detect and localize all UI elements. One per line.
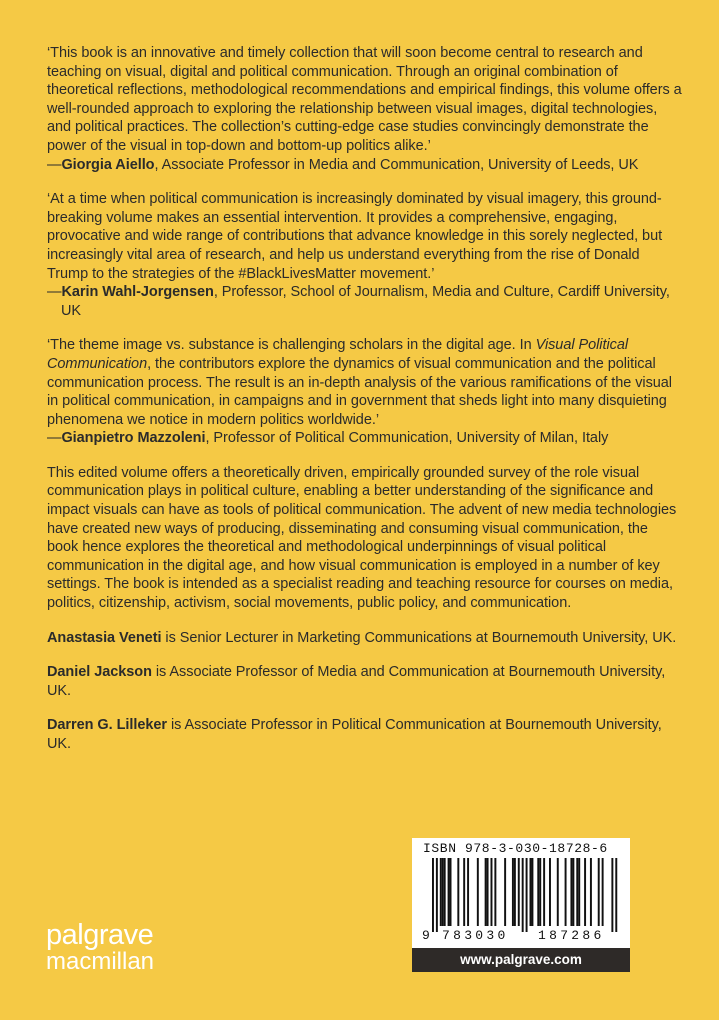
book-title-italic: Visual Political Communication [47,337,629,372]
endorser-affiliation: , Professor, School of Journalism, Media and Culture, Cardiff University, UK [61,284,670,319]
quote-text: , the contributors explore the dynamics of visual communication and the political communication process. The result is an in-depth analysis of the various ramifications of the visual in political communication, in campaigns and in government that sheds light into many disquieting phenomena we notice in modern politics worldwide.’ [47,355,672,428]
barcode-bar [572,858,574,926]
attribution-dash: — [47,430,62,447]
barcode-bar [440,858,442,926]
barcode-bar [578,858,580,926]
barcode-bar [436,858,438,932]
editor-bio-2 [47,663,683,700]
barcode-bar [522,858,524,932]
editor-bio-text: is Senior Lecturer in Marketing Communications at Bournemouth University, UK. [161,629,677,646]
barcode-bar [467,858,469,926]
barcode-digits-right: 187286 [538,928,605,943]
editor-name: Daniel Jackson [47,664,152,681]
isbn-barcode [412,838,630,948]
endorsement-attribution [47,156,683,175]
editor-bio-text: is Associate Professor in Political Communication at Bournemouth University, UK. [47,717,662,752]
attribution-dash: — [47,156,62,173]
attribution-dash: — [47,284,62,301]
barcode-bar [615,858,617,932]
publisher-website[interactable]: www.palgrave.com [412,948,630,972]
barcode-bar [450,858,452,926]
endorser-affiliation: , Professor of Political Communication, University of Milan, Italy [205,430,609,447]
endorsement-2 [47,190,683,320]
barcode-bar [432,858,434,932]
barcode-bar [457,858,459,926]
endorser-name: Gianpietro Mazzoleni [61,430,206,447]
barcode-bar [491,858,493,926]
barcode-digit-first: 9 [422,928,430,943]
barcode-bar [448,858,450,926]
endorser-name: Giorgia Aiello [61,156,155,173]
barcode-bar [590,858,592,926]
barcode-bar [537,858,539,926]
endorsement-1 [47,44,683,174]
barcode-bar [557,858,559,926]
barcode-bar [543,858,545,926]
isbn-label: ISBN 978-3-030-18728-6 [423,841,608,856]
barcode-bar [477,858,479,926]
barcode-bar [487,858,489,926]
barcode-bar [611,858,613,932]
barcode-bar [576,858,578,926]
editor-bio-3 [47,716,683,753]
barcode-bar [602,858,604,926]
endorsement-attribution [47,429,683,448]
book-description: This edited volume offers a theoretically driven, empirically grounded survey of the role visual communication plays in political culture, enabling a better understanding of the significance and impact visuals can have as tools of political communication. The advent of new media technologies have created new ways of producing, disseminating and consuming visual communication, the book hence explores the theoretical and methodological underpinnings of visual political communication in the digital age, and how visual communication is employed in a number of key settings. The book is intended as a specialist reading and teaching resource for courses on media, politics, citizenship, activism, social movements, public policy, and communication. [47,464,677,612]
barcode-bar [504,858,506,926]
editor-bio-text: is Associate Professor of Media and Communication at Bournemouth University, UK. [47,664,666,699]
editor-name: Anastasia Veneti [47,629,162,646]
endorsement-quote: ‘At a time when political communication is increasingly dominated by visual imagery, this ground-breaking volume makes an essential intervention. It provides a comprehensive, engaging, provocative and wide range of contributions that advance knowledge in this sorely neglected, but increasingly vital area of research, and help us understand everything from the rise of Donald Trump to the strategies of the #BlackLivesMatter movement.’ [47,191,663,282]
barcode-bar [526,858,528,932]
quote-text: ‘The theme image vs. substance is challenging scholars in the digital age. In [47,337,536,354]
barcode-bar [485,858,487,926]
endorsement-quote: ‘This book is an innovative and timely collection that will soon become central to research and teaching on visual, digital and political communication. Through an original combination of theoretical reflections, methodological recommendations and empirical findings, this volume offers a well-rounded approach to exploring the relationship between visual images, digital technologies, and political practices. The collection’s cutting-edge case studies convincingly demonstrate the power of the visual in top-down and bottom-up politics alike.’ [47,45,682,154]
endorsement-3 [47,336,683,448]
endorsement-quote [47,336,683,429]
barcode-bar [512,858,514,926]
barcode-bar [584,858,586,926]
logo-line-macmillan: macmillan [46,948,155,975]
endorser-name: Karin Wahl-Jorgensen [61,284,214,301]
barcode-bar [530,858,532,926]
editor-name: Darren G. Lilleker [47,717,167,734]
barcode-bar [463,858,465,926]
barcode-bar [539,858,541,926]
logo-line-palgrave: palgrave [46,919,154,951]
barcode-bar [514,858,516,926]
back-cover-text [47,44,683,770]
barcode-bar [565,858,567,926]
endorsement-attribution [47,283,683,320]
endorser-affiliation: , Associate Professor in Media and Communication, University of Leeds, UK [154,156,639,173]
publisher-logo [46,920,176,974]
barcode-bar [494,858,496,926]
barcode-bar [444,858,446,926]
barcode-bar [442,858,444,926]
barcode-bar [518,858,520,926]
barcode-bar [570,858,572,926]
barcode-digits-left: 783030 [442,928,509,943]
barcode-bar [549,858,551,926]
editor-bio-1 [47,629,683,648]
barcode-bar [598,858,600,926]
barcode-bar [531,858,533,926]
